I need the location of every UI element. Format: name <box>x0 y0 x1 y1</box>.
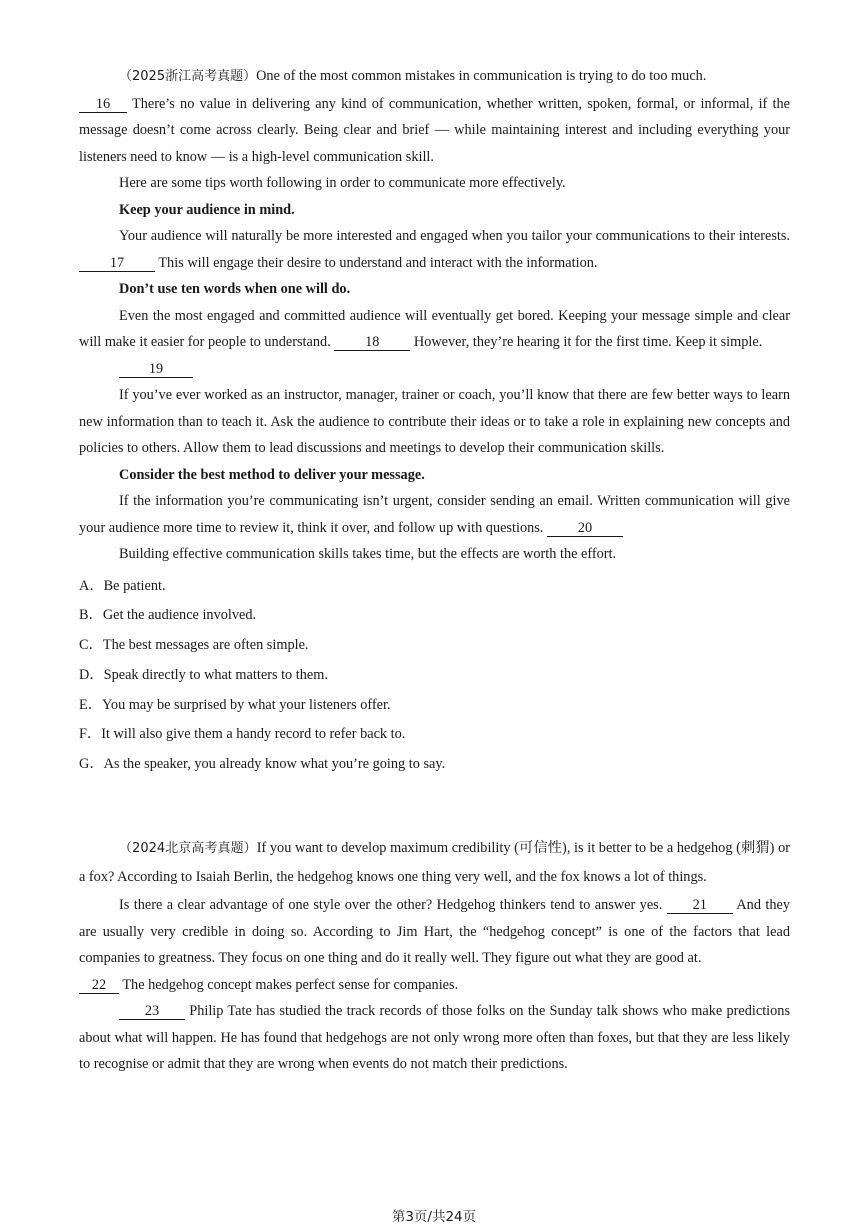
passage1-paragraph-3: Your audience will naturally be more interested and engaged when you tailor your communications to their interests. 17 This will engage their desire to understand and interact with the information. <box>79 223 790 276</box>
option-d: D．Speak directly to what matters to them. <box>79 666 328 683</box>
passage1-paragraph-6: If the information you’re communicating isn’t urgent, consider sending an email. Written communication will give your audience more time to review it, think it over, and follow up with questions. 20 <box>79 493 790 536</box>
tip-heading-1: Keep your audience in mind. <box>119 201 295 218</box>
page-number: 第3页/共24页 <box>391 1209 477 1225</box>
option-e: E．You may be surprised by what your listeners offer. <box>79 696 391 713</box>
option-c: C．The best messages are often simple. <box>79 637 309 654</box>
passage1-paragraph-2: Here are some tips worth following in order to communicate more effectively. <box>119 175 566 191</box>
blank-22[interactable]: 22 <box>79 977 119 994</box>
option-a: A．Be patient. <box>79 577 166 594</box>
heading-blank-line <box>79 356 790 383</box>
option-f: F．It will also give them a handy record to refer back to. <box>79 726 406 743</box>
passage-two <box>79 834 790 1078</box>
passage2-paragraph-1: （2024北京高考真题）If you want to develop maximum credibility (可信性), is it better to be a hedgehog (刺猬) or a fox? According to Isaiah Berlin, the hedgehog knows one thing very well, and the fox knows a lot of things. <box>79 840 790 885</box>
passage1-paragraph-7: Building effective communication skills takes time, but the effects are worth the effort. <box>119 546 617 562</box>
blank-19[interactable]: 19 <box>119 361 193 378</box>
blank-18[interactable]: 18 <box>334 334 410 351</box>
source-label: （2025浙江高考真题） <box>119 69 257 84</box>
passage2-paragraph-2: Is there a clear advantage of one style over the other? Hedgehog thinkers tend to answer yes. 21 And they are usually very credible in doing so. According to Jim Hart, the “hedgehog concept” is one of the factors that lead companies to greatness. They focus on one thing and do it really well. They figure out what they are good at. 22 The hedgehog concept makes perfect sense for companies. <box>79 897 791 993</box>
option-g: G．As the speaker, you already know what you’re going to say. <box>79 756 446 773</box>
blank-21[interactable]: 21 <box>667 897 733 914</box>
passage2-paragraph-3: 23 Philip Tate has studied the track records of those folks on the Sunday talk shows who make predictions about what will happen. He has found that hedgehogs are not only wrong more often than foxes, but that they are less likely to recognise or admit that they are wrong when events do not match their predictions. <box>79 1003 791 1072</box>
tip-heading-3: Consider the best method to deliver your message. <box>119 466 425 483</box>
passage1-paragraph-1: （2025浙江高考真题）One of the most common mistakes in communication is trying to do too much. 16 There’s no value in delivering any kind of communication, whether written, spoken, formal, or informal, if the message doesn’t come across clearly. Being clear and brief — while maintaining interest and including everything your listeners need to know — is a high-level communication skill. <box>79 68 790 165</box>
passage1-paragraph-5: If you’ve ever worked as an instructor, manager, trainer or coach, you’ll know that there are few better ways to learn new information than to teach it. Ask the audience to contribute their ideas or to take a role in explaining new concepts and policies to others. Allow them to lead discussions and meetings to develop their communication skills. <box>79 387 790 456</box>
blank-20[interactable]: 20 <box>547 520 623 537</box>
option-b: B．Get the audience involved. <box>79 607 257 624</box>
passage-one <box>79 63 790 780</box>
blank-16[interactable]: 16 <box>79 96 127 113</box>
source-label: （2024北京高考真题） <box>119 841 257 856</box>
passage1-paragraph-4: Even the most engaged and committed audience will eventually get bored. Keeping your message simple and clear will make it easier for people to understand. 18 However, they’re hearing it for the first time. Keep it simple. <box>79 307 790 350</box>
blank-17[interactable]: 17 <box>79 255 155 272</box>
blank-23[interactable]: 23 <box>119 1003 185 1020</box>
tip-heading-2: Don’t use ten words when one will do. <box>119 281 351 297</box>
options-list <box>79 572 790 781</box>
